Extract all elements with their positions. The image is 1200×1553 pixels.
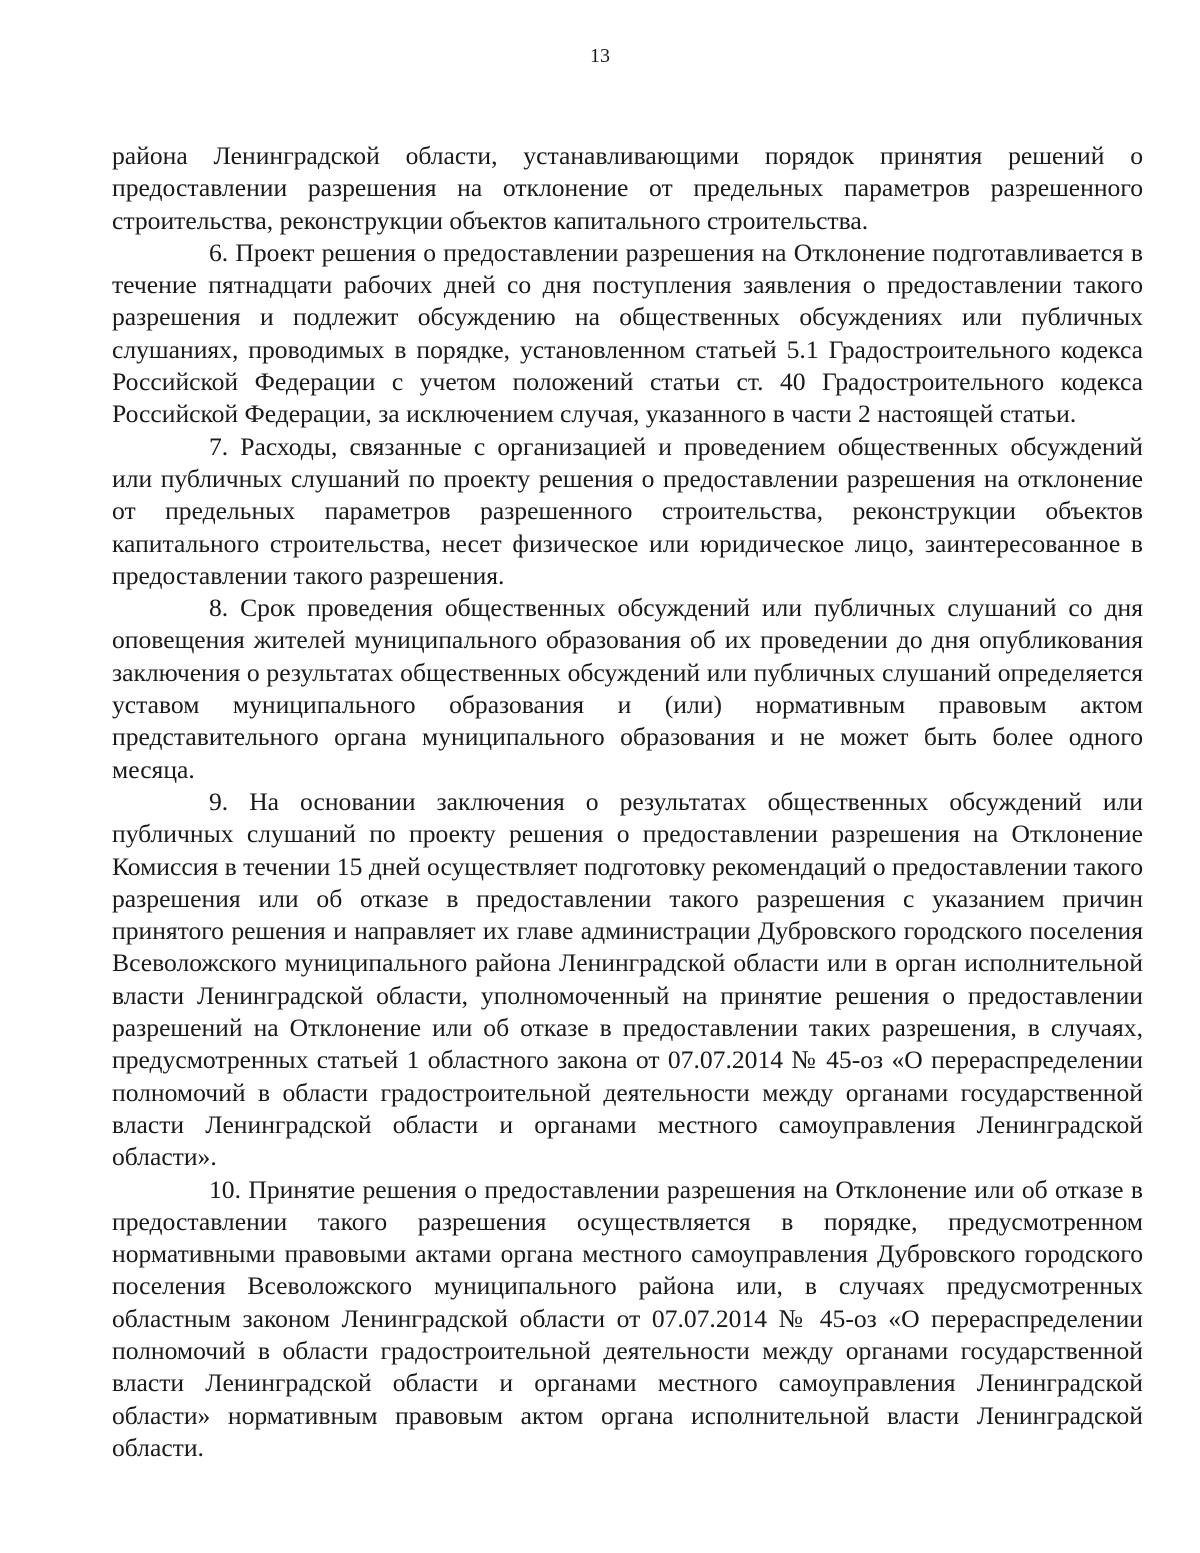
paragraph-9: 9. На основании заключения о результатах общественных обсуждений или публичных слушаний по проекту решения о предоставлении разрешения на Отклонение Комиссия в течении 15 дней осуществляет подготовку рекомендаций о предоставлении такого разрешения или об отказе в предоставлении такого разрешения с указанием причин принятого решения и направляет их главе администрации Дубровского городского поселения Всеволожского муниципального района Ленинградской области или в орган исполнительной власти Ленинградской области, уполномоченный на принятие решения о предоставлении разрешений на Отклонение или об отказе в предоставлении таких разрешения, в случаях, предусмотренных статьей 1 областного закона от 07.07.2014 № 45-оз «О перераспределении полномочий в области градостроительной деятельности между органами государственной власти Ленинградской области и органами местного самоуправления Ленинградской области». (112, 786, 1143, 1172)
document-body (112, 140, 1143, 1464)
paragraph-8: 8. Срок проведения общественных обсуждений или публичных слушаний со дня оповещения жителей муниципального образования об их проведении до дня опубликования заключения о результатах общественных обсуждений или публичных слушаний определяется уставом муниципального образования и (или) нормативным правовым актом представительного органа муниципального образования и не может быть более одного месяца. (112, 593, 1143, 784)
paragraph-10: 10. Принятие решения о предоставлении разрешения на Отклонение или об отказе в предоставлении такого разрешения осуществляется в порядке, предусмотренном нормативными правовыми актами органа местного самоуправления Дубровского городского поселения Всеволожского муниципального района или, в случаях предусмотренных областным законом Ленинградской области от 07.07.2014 № 45-оз «О перераспределении полномочий в области градостроительной деятельности между органами государственной власти Ленинградской области и органами местного самоуправления Ленинградской области» нормативным правовым актом органа исполнительной власти Ленинградской области. (112, 1174, 1143, 1462)
paragraph-6: 6. Проект решения о предоставлении разрешения на Отклонение подготавливается в течение пятнадцати рабочих дней со дня поступления заявления о предоставлении такого разрешения и подлежит обсуждению на общественных обсуждениях или публичных слушаниях, проводимых в порядке, установленном статьей 5.1 Градостроительного кодекса Российской Федерации с учетом положений статьи ст. 40 Градостроительного кодекса Российской Федерации, за исключением случая, указанного в части 2 настоящей статьи. (112, 237, 1143, 429)
page-number: 13 (590, 45, 610, 67)
paragraph-7: 7. Расходы, связанные с организацией и проведением общественных обсуждений или публичных слушаний по проекту решения о предоставлении разрешения на отклонение от предельных параметров разрешенного строительства, реконструкции объектов капитального строительства, несет физическое или юридическое лицо, заинтересованное в предоставлении такого разрешения. (112, 431, 1143, 590)
paragraph-continuation: района Ленинградской области, устанавливающими порядок принятия решений о предоставлении разрешения на отклонение от предельных параметров разрешенного строительства, реконструкции объектов капитального строительства. (112, 141, 1143, 235)
